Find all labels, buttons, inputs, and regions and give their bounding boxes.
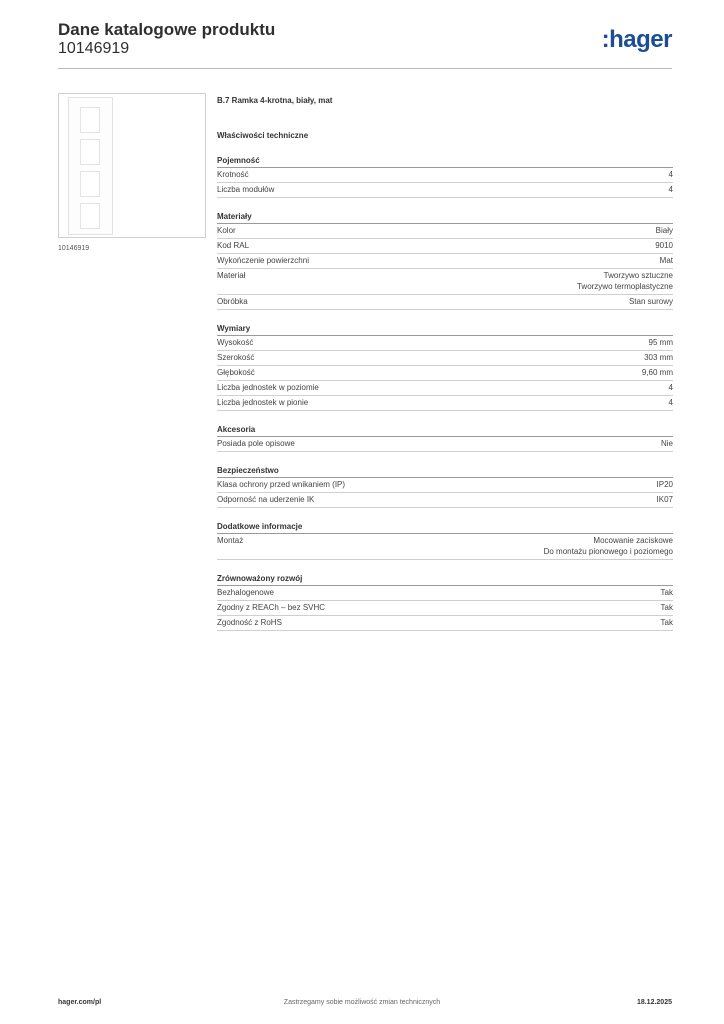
spec-row: [217, 396, 673, 411]
spec-value: [544, 535, 673, 557]
spec-row: [217, 534, 673, 560]
spec-value-line: Mat: [659, 256, 673, 265]
spec-row: [217, 168, 673, 183]
spec-section: [217, 521, 673, 560]
spec-value: [661, 438, 673, 449]
spec-label: Liczba jednostek w pionie: [217, 398, 309, 407]
spec-value-line: Tworzywo termoplastyczne: [576, 282, 673, 291]
frame-opening: [80, 139, 100, 165]
spec-value-line: Tak: [660, 603, 673, 612]
spec-label: Krotność: [217, 170, 249, 179]
spec-value-line: Stan surowy: [628, 297, 673, 306]
spec-section: [217, 211, 673, 310]
product-image: [58, 93, 206, 238]
spec-section: [217, 323, 673, 411]
spec-label: Obróbka: [217, 297, 248, 306]
spec-value-line: Tak: [660, 588, 673, 597]
spec-value-line: Do montażu pionowego i poziomego: [543, 547, 673, 556]
spec-label: Zgodność z RoHS: [217, 618, 282, 627]
spec-value-line: 95 mm: [648, 338, 673, 347]
spec-value-line: 303 mm: [644, 353, 673, 362]
spec-value-line: 4: [668, 398, 673, 407]
section-heading: Pojemność: [217, 155, 673, 168]
product-number: 10146919: [58, 40, 130, 57]
spec-label: Szerokość: [217, 353, 255, 362]
spec-section: [217, 465, 673, 508]
spec-value: [657, 494, 673, 505]
section-heading: Materiały: [217, 211, 673, 224]
spec-value-line: IK07: [656, 495, 673, 504]
spec-value: [656, 225, 673, 236]
spec-value-line: Tworzywo sztuczne: [603, 271, 673, 280]
spec-value: [649, 337, 673, 348]
frame-opening: [80, 107, 100, 133]
spec-value-line: 9010: [655, 241, 673, 250]
image-caption: 10146919: [58, 245, 90, 252]
spec-value-line: 4: [668, 185, 673, 194]
spec-value: [661, 617, 673, 628]
spec-value: [669, 169, 673, 180]
spec-value: [642, 367, 673, 378]
spec-row: [217, 366, 673, 381]
section-heading: Dodatkowe informacje: [217, 521, 673, 534]
section-heading: Wymiary: [217, 323, 673, 336]
spec-row: [217, 616, 673, 631]
spec-heading: Właściwości techniczne: [217, 131, 309, 140]
spec-label: Kolor: [217, 226, 236, 235]
spec-label: Montaż: [217, 536, 244, 545]
spec-row: [217, 478, 673, 493]
document-title: Dane katalogowe produktu: [58, 20, 276, 39]
spec-label: Wysokość: [217, 338, 254, 347]
spec-label: Posiada pole opisowe: [217, 439, 295, 448]
spec-section: [217, 573, 673, 631]
spec-value: [655, 240, 673, 251]
spec-value: [660, 255, 673, 266]
spec-value: [577, 270, 673, 292]
spec-value-line: Tak: [660, 618, 673, 627]
spec-label: Wykończenie powierzchni: [217, 256, 309, 265]
spec-value-line: Biały: [655, 226, 673, 235]
section-heading: Zrównoważony rozwój: [217, 573, 673, 586]
spec-row: [217, 601, 673, 616]
spec-value-line: Nie: [660, 439, 673, 448]
spec-label: Liczba jednostek w poziomie: [217, 383, 319, 392]
spec-label: Kod RAL: [217, 241, 250, 250]
spec-value: [644, 352, 673, 363]
spec-value: [657, 479, 673, 490]
spec-row: [217, 381, 673, 396]
frame-opening: [80, 203, 100, 229]
spec-section: [217, 424, 673, 452]
spec-label: Liczba modułów: [217, 185, 275, 194]
spec-value: [669, 184, 673, 195]
spec-row: [217, 224, 673, 239]
spec-row: [217, 586, 673, 601]
spec-row: [217, 493, 673, 508]
spec-label: Bezhalogenowe: [217, 588, 274, 597]
spec-value: [661, 587, 673, 598]
spec-value: [669, 397, 673, 408]
spec-value-line: 4: [668, 170, 673, 179]
spec-label: Zgodny z REACh – bez SVHC: [217, 603, 326, 612]
spec-value: [669, 382, 673, 393]
spec-label: Odporność na uderzenie IK: [217, 495, 315, 504]
spec-value-line: Mocowanie zaciskowe: [593, 536, 673, 545]
hager-logo: :hager: [601, 26, 672, 53]
spec-row: [217, 351, 673, 366]
header-divider: [58, 68, 672, 69]
spec-value-line: 4: [668, 383, 673, 392]
product-title: B.7 Ramka 4-krotna, biały, mat: [217, 96, 333, 105]
spec-section: [217, 155, 673, 198]
section-heading: Akcesoria: [217, 424, 673, 437]
spec-row: [217, 336, 673, 351]
spec-label: Klasa ochrony przed wnikaniem (IP): [217, 480, 346, 489]
footer-date: 18.12.2025: [636, 999, 672, 1006]
spec-label: Materiał: [217, 271, 246, 280]
spec-label: Głębokość: [217, 368, 255, 377]
spec-row: [217, 239, 673, 254]
footer-disclaimer: Zastrzegamy sobie możliwość zmian technicznych: [283, 999, 441, 1006]
spec-value-line: 9,60 mm: [641, 368, 673, 377]
spec-value: [661, 602, 673, 613]
section-heading: Bezpieczeństwo: [217, 465, 673, 478]
spec-row: [217, 295, 673, 310]
spec-content: [217, 95, 673, 631]
spec-value-line: IP20: [656, 480, 673, 489]
spec-row: [217, 269, 673, 295]
spec-value: [629, 296, 673, 307]
spec-row: [217, 254, 673, 269]
footer-url: hager.com/pl: [58, 999, 102, 1006]
spec-row: [217, 437, 673, 452]
spec-row: [217, 183, 673, 198]
spec-sections: [217, 155, 673, 631]
frame-opening: [80, 171, 100, 197]
frame-graphic: [68, 97, 113, 235]
